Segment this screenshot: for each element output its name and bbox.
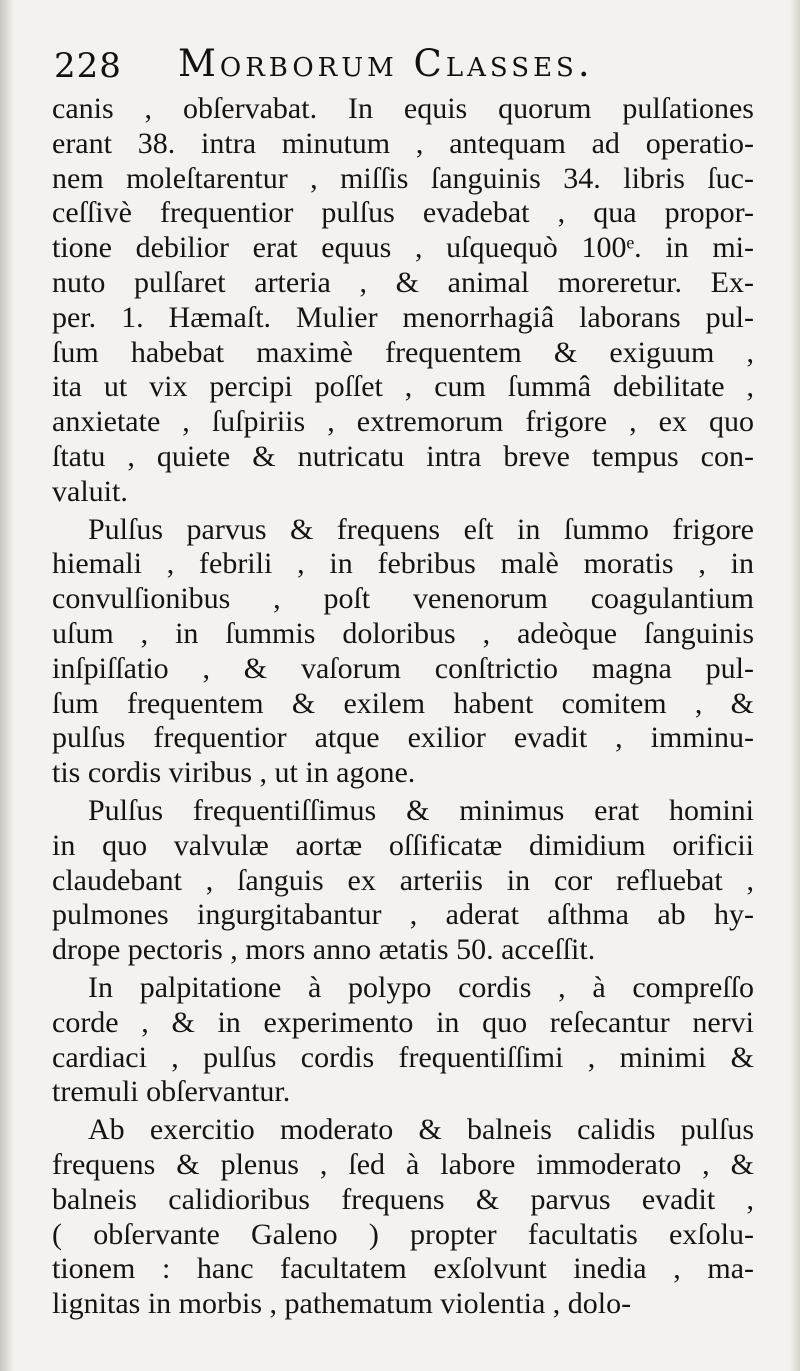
- text-line: ſtatu , quiete & nutricatu intra breve tempus con-: [52, 439, 754, 473]
- running-head-title: Morborum Classes.: [178, 42, 594, 85]
- text-line: balneis calidioribus frequens & parvus evadit ,: [52, 1182, 754, 1216]
- text-line: valuit.: [52, 474, 128, 508]
- text-line: ( obſervante Galeno ) propter facultatis exſolu-: [52, 1217, 754, 1251]
- text-line: Ab exercitio moderato & balneis calidis pulſus: [88, 1113, 754, 1147]
- text-line: tionem : hanc facultatem exſolvunt inedia , ma-: [52, 1252, 754, 1286]
- text-line: tremuli obſervantur.: [52, 1075, 291, 1109]
- text-line: Pulſus frequentiſſimus & minimus erat homini: [88, 793, 754, 827]
- page-number: 228: [54, 46, 122, 86]
- text-line: In palpitatione à polypo cordis , à compreſſo: [88, 970, 754, 1004]
- text-line: nem moleſtarentur , miſſis ſanguinis 34. libris ſuc-: [52, 161, 754, 195]
- body-text: [52, 92, 754, 1322]
- text-line: per. 1. Hæmaſt. Mulier menorrhagiâ laborans pul-: [52, 300, 754, 334]
- page-edge-shadow-right: [790, 0, 800, 1371]
- text-line: hiemali , febrili , in febribus malè moratis , in: [52, 547, 754, 581]
- text-line: cardiaci , pulſus cordis frequentiſſimi , minimi &: [52, 1040, 754, 1074]
- running-head: [54, 40, 754, 90]
- text-line: tis cordis viribus , ut in agone.: [52, 756, 416, 790]
- paragraph: [52, 971, 754, 1110]
- text-line: ſum frequentem & exilem habent comitem , &: [52, 686, 754, 720]
- text-line: tione debilior erat equus , uſquequò 100ᵉ. in mi-: [52, 231, 754, 265]
- paragraph: [52, 92, 754, 510]
- text-line: drope pectoris , mors anno ætatis 50. acceſſit.: [52, 933, 596, 967]
- text-line: Pulſus parvus & frequens eſt in ſummo frigore: [88, 512, 754, 546]
- text-line: claudebant , ſanguis ex arteriis in cor refluebat ,: [52, 863, 754, 897]
- text-line: corde , & in experimento in quo reſecantur nervi: [52, 1005, 754, 1039]
- text-line: anxietate , ſuſpiriis , extremorum frigore , ex quo: [52, 405, 754, 439]
- text-line: ita ut vix percipi poſſet , cum ſummâ debilitate ,: [52, 370, 754, 404]
- text-line: lignitas in morbis , pathematum violentia , dolo-: [52, 1287, 632, 1321]
- text-line: convulſionibus , poſt venenorum coagulantium: [52, 582, 754, 616]
- text-line: ſum habebat maximè frequentem & exiguum ,: [52, 335, 754, 369]
- text-line: uſum , in ſummis doloribus , adeòque ſanguinis: [52, 616, 754, 650]
- text-line: nuto pulſaret arteria , & animal moreretur. Ex-: [52, 265, 754, 299]
- text-line: in quo valvulæ aortæ oſſificatæ dimidium orificii: [52, 828, 754, 862]
- text-line: erant 38. intra minutum , antequam ad operatio-: [52, 126, 754, 160]
- paragraph: [52, 513, 754, 791]
- page-edge-shadow-left: [0, 0, 14, 1371]
- text-line: frequens & plenus , ſed à labore immoderato , &: [52, 1147, 754, 1181]
- text-line: canis , obſervabat. In equis quorum pulſationes: [52, 92, 754, 125]
- text-line: pulſus frequentior atque exilior evadit , imminu-: [52, 721, 754, 755]
- text-line: pulmones ingurgitabantur , aderat aſthma ab hy-: [52, 898, 754, 932]
- text-line: inſpiſſatio , & vaſorum conſtrictio magna pul-: [52, 651, 754, 685]
- paragraph: [52, 794, 754, 968]
- text-line: ceſſivè frequentior pulſus evadebat , qua propor-: [52, 196, 754, 230]
- paragraph: [52, 1113, 754, 1322]
